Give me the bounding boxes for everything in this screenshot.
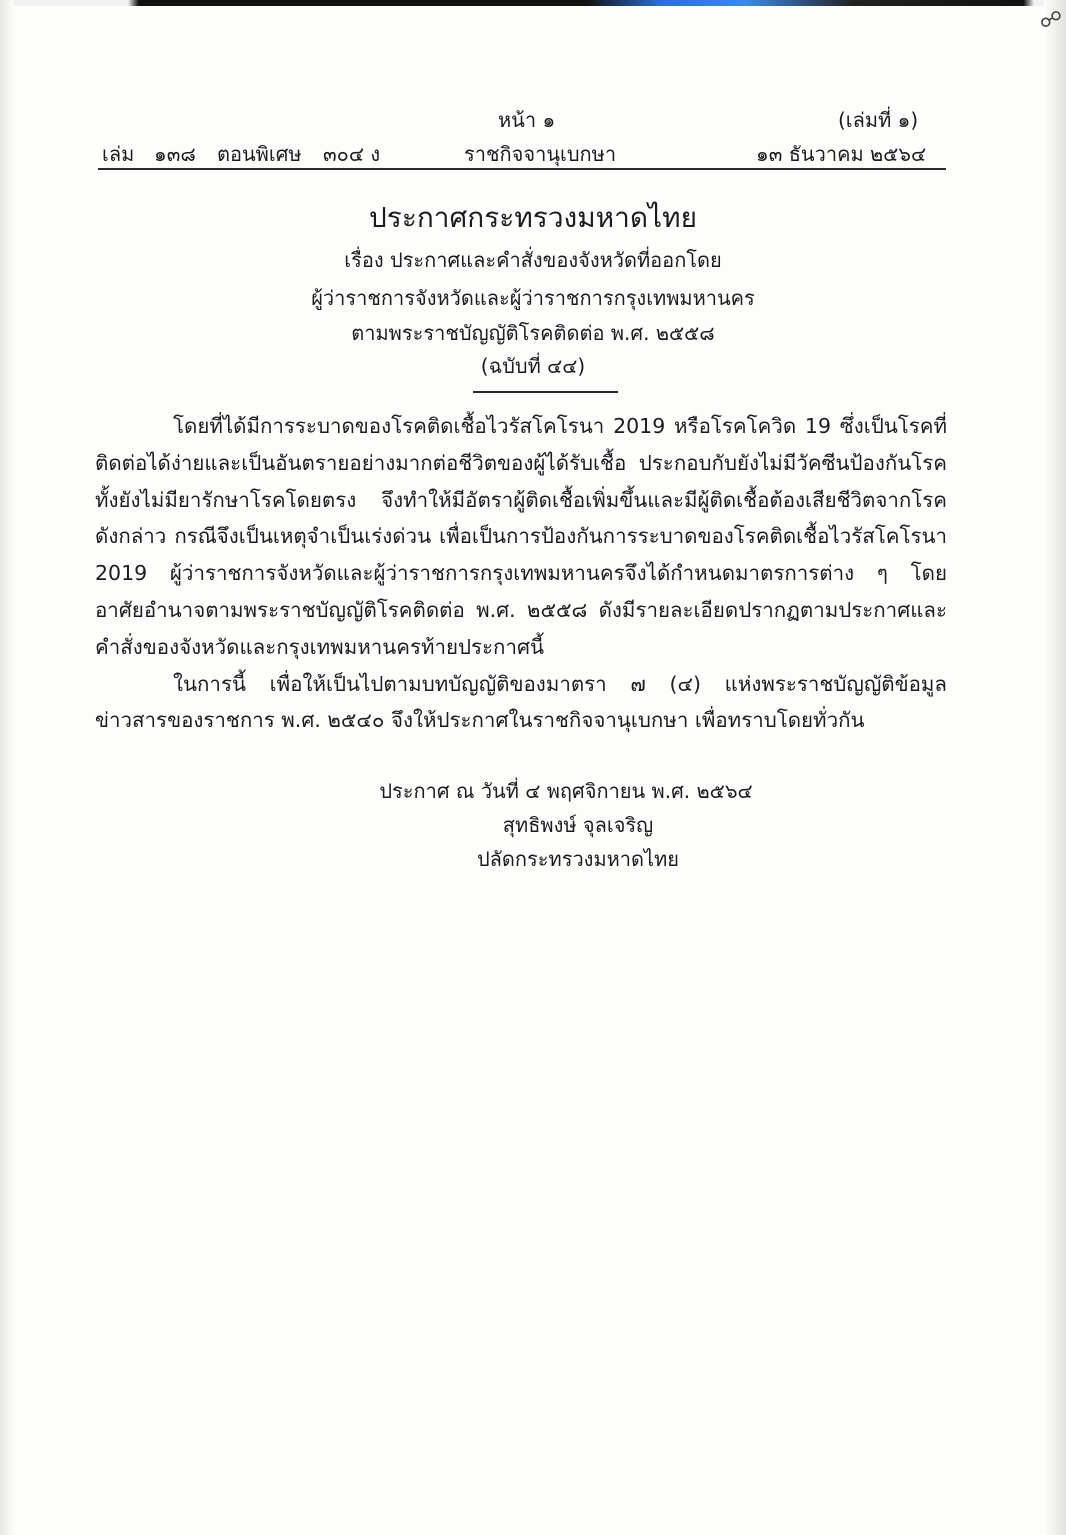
announcement-date: ประกาศ ณ วันที่ ๔ พฤศจิกายน พ.ศ. ๒๕๖๔: [379, 779, 753, 803]
title-divider: [473, 391, 618, 393]
issue-number: (ฉบับที่ ๔๔): [480, 354, 586, 378]
publication-date: ๑๓ ธันวาคม ๒๕๖๔: [756, 142, 927, 166]
subject-line: เรื่อง ประกาศและคำสั่งของจังหวัดที่ออกโดย: [344, 248, 722, 272]
section-label: ตอนพิเศษ: [217, 142, 302, 166]
gazette-name: ราชกิจจานุเบกษา: [464, 142, 617, 166]
book-label: เล่ม: [102, 142, 135, 166]
document-body: [95, 408, 947, 739]
scan-top-edge: [0, 0, 1066, 6]
book-number: ๑๓๘: [154, 142, 196, 166]
section-number: ๓๐๔ ง: [323, 142, 381, 166]
body-paragraph-1: โดยที่ได้มีการระบาดของโรคติดเชื้อไวรัสโคโรนา 2019 หรือโรคโควิด 19 ซึ่งเป็นโรคที่ติดต่อได้ง่ายและเป็นอันตรายอย่างมากต่อชีวิตของผู้ได้รับเชื้อ ประกอบกับยังไม่มีวัคซีนป้องกันโรค ทั้งยังไม่มียารักษาโรคโดยตรง จึงทำให้มีอัตราผู้ติดเชื้อเพิ่มขึ้นและมีผู้ติดเชื้อต้องเสียชีวิตจากโรคดังกล่าว กรณีจึงเป็นเหตุจำเป็นเร่งด่วน เพื่อเป็นการป้องกันการระบาดของโรคติดเชื้อไวรัสโคโรนา 2019 ผู้ว่าราชการจังหวัดและผู้ว่าราชการกรุงเทพมหานครจึงได้กำหนดมาตรการต่าง ๆ โดยอาศัยอำนาจตามพระราชบัญญัติโรคติดต่อ พ.ศ. ๒๕๕๘ ดังมีรายละเอียดปรากฏตามประกาศและคำสั่งของจังหวัดและกรุงเทพมหานครท้ายประกาศนี้: [95, 414, 947, 659]
page-number: หน้า ๑: [498, 108, 556, 132]
body-paragraph-2: ในการนี้ เพื่อให้เป็นไปตามบทบัญญัติของมาตรา ๗ (๔) แห่งพระราชบัญญัติข้อมูลข่าวสารของราชการ พ.ศ. ๒๕๔๐ จึงให้ประกาศในราชกิจจานุเบกษา เพื่อทราบโดยทั่วกัน: [95, 671, 947, 733]
signatory-position: ปลัดกระทรวงมหาดไทย: [476, 847, 679, 871]
header-rule: [98, 168, 946, 170]
subject-line-2: ผู้ว่าราชการจังหวัดและผู้ว่าราชการกรุงเทพมหานคร: [311, 286, 755, 310]
document-title: ประกาศกระทรวงมหาดไทย: [369, 201, 697, 234]
corner-mark: ☍: [1039, 8, 1062, 33]
subject-line-3: ตามพระราชบัญญัติโรคติดต่อ พ.ศ. ๒๕๕๘: [351, 321, 715, 345]
signatory-name: สุทธิพงษ์ จุลเจริญ: [502, 813, 654, 837]
volume-label: (เล่มที่ ๑): [838, 108, 919, 132]
